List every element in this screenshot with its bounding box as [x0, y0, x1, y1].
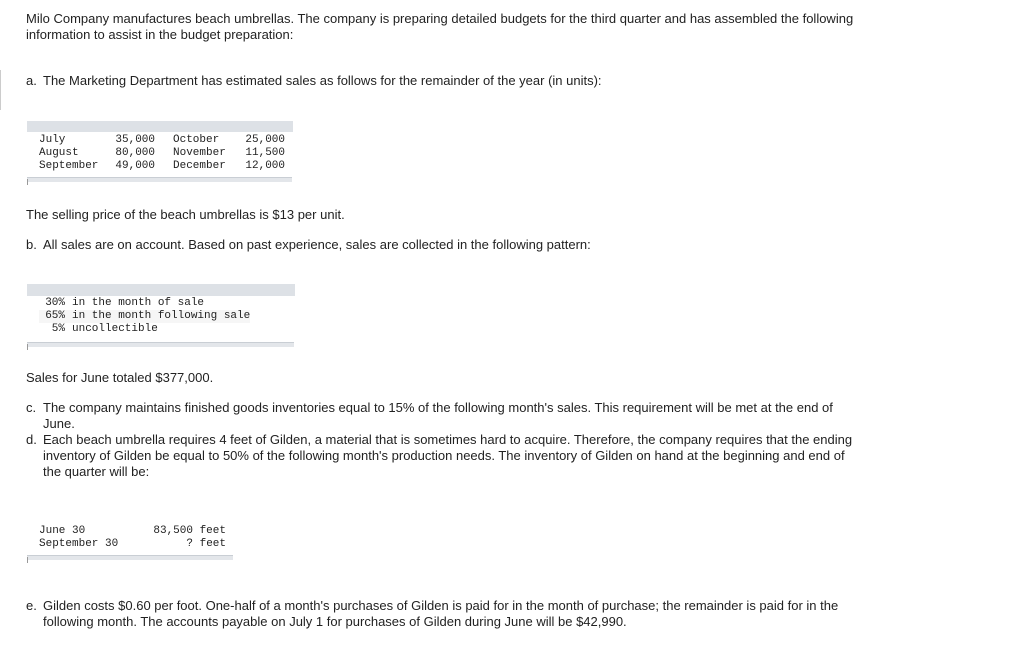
- month-cell: December: [173, 160, 226, 172]
- collection-table-grid: [39, 297, 250, 336]
- item-a-text: The Marketing Department has estimated sales as follows for the remainder of the year (in units):: [43, 73, 602, 88]
- item-e: [26, 598, 866, 630]
- units-cell: 11,500: [245, 147, 285, 159]
- month-cell: July: [39, 134, 66, 146]
- description-cell: in the month of sale: [72, 297, 205, 309]
- item-b-label: b.: [26, 237, 37, 252]
- month-cell: September: [39, 160, 99, 172]
- item-c-text: The company maintains finished goods inventories equal to 15% of the following month's sales. This requirement will be met at the end of June.: [43, 400, 833, 431]
- table-row: [39, 147, 285, 160]
- table-row: [39, 310, 250, 323]
- units-cell: 49,000: [115, 160, 155, 172]
- item-a-label: a.: [26, 73, 37, 88]
- date-cell: September 30: [39, 538, 119, 550]
- gilden-inventory-table: [27, 511, 233, 565]
- sales-table-grid: [39, 134, 285, 173]
- left-margin-rule: [0, 70, 1, 110]
- quantity-cell: ? feet: [186, 538, 226, 550]
- table-row: [39, 134, 285, 147]
- sales-table-footer-bar: [27, 177, 292, 182]
- resize-tick: [27, 557, 28, 563]
- item-b: [26, 237, 866, 253]
- sales-table-header-bar: [27, 121, 293, 132]
- resize-tick: [27, 179, 28, 185]
- item-d-text: Each beach umbrella requires 4 feet of Gilden, a material that is sometimes hard to acquire. Therefore, the company requires that the ending inventory of Gilden be equal to 50% of the following month's production needs. The inventory of Gilden on hand at the beginning and end of the quarter will be:: [43, 432, 853, 479]
- table-row: [39, 525, 226, 538]
- collection-table: [27, 284, 295, 350]
- resize-tick: [27, 344, 28, 350]
- percent-cell: 65%: [45, 310, 65, 322]
- item-e-text: Gilden costs $0.60 per foot. One-half of a month's purchases of Gilden is paid for in the month of purchase; the remainder is paid for in the following month. The accounts payable on July 1 for purchases of Gilden during June will be $42,990.: [43, 598, 839, 629]
- selling-price-text: The selling price of the beach umbrellas is $13 per unit.: [26, 207, 345, 222]
- units-cell: 25,000: [245, 134, 285, 146]
- item-b-text: All sales are on account. Based on past experience, sales are collected in the following pattern:: [43, 237, 591, 252]
- units-cell: 35,000: [115, 134, 155, 146]
- intro-paragraph: Milo Company manufactures beach umbrellas. The company is preparing detailed budgets for the third quarter and has assembled the following information to assist in the budget preparation:: [26, 11, 854, 42]
- description-cell: uncollectible: [72, 323, 158, 335]
- units-cell: 12,000: [245, 160, 285, 172]
- gilden-table-footer-bar: [27, 555, 233, 560]
- item-e-label: e.: [26, 598, 37, 613]
- table-row: [39, 160, 285, 173]
- item-c: [26, 400, 866, 432]
- percent-cell: 30%: [45, 297, 65, 309]
- quantity-cell: 83,500 feet: [153, 525, 226, 537]
- date-cell: June 30: [39, 525, 86, 537]
- item-d-label: d.: [26, 432, 37, 447]
- collection-table-header-bar: [27, 284, 295, 296]
- table-row: [39, 323, 250, 336]
- month-cell: October: [173, 134, 220, 146]
- sales-table: [27, 121, 293, 187]
- item-c-label: c.: [26, 400, 37, 415]
- table-row: [39, 297, 250, 310]
- table-row: [39, 538, 226, 551]
- collection-table-footer-bar: [27, 342, 294, 347]
- item-d: [26, 432, 866, 480]
- june-sales-text: Sales for June totaled $377,000.: [26, 370, 214, 385]
- month-cell: November: [173, 147, 226, 159]
- item-a: [26, 73, 866, 89]
- units-cell: 80,000: [115, 147, 155, 159]
- gilden-table-grid: [39, 525, 226, 551]
- percent-cell: 5%: [51, 323, 65, 335]
- description-cell: in the month following sale: [72, 310, 251, 322]
- month-cell: August: [39, 147, 79, 159]
